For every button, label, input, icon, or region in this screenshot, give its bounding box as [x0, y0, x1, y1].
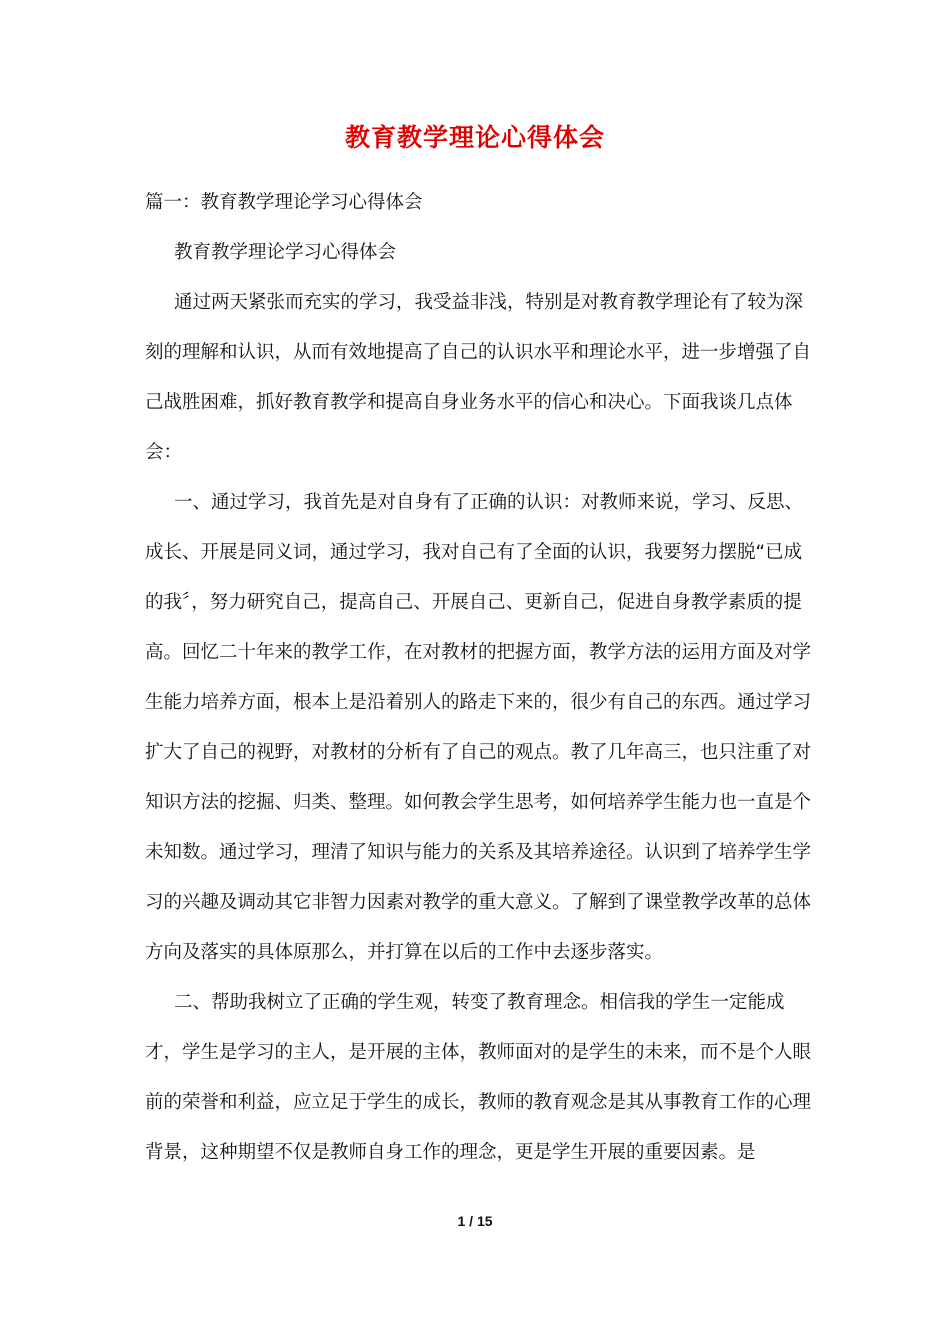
paragraph: 二、帮助我树立了正确的学生观，转变了教育理念。相信我的学生一定能成才，学生是学习的主人，是开展的主体，教师面对的是学生的未来，而不是个人眼前的荣誉和利益，应立足于学生的成长，教师的教育观念是其从事教育工作的心理背景，这种期望不仅是教师自身工作的理念，更是学生开展的重要因素。是 — [145, 992, 812, 1163]
page-number: 1 / 15 — [457, 1213, 493, 1229]
document-title: 教育教学理论心得体会 — [344, 123, 605, 152]
subheading: 教育教学理论学习心得体会 — [174, 242, 397, 263]
document-body — [145, 178, 817, 1178]
paragraph: 通过两天紧张而充实的学习，我受益非浅，特别是对教育教学理论有了较为深刻的理解和认识，从而有效地提高了自己的认识水平和理论水平，进一步增强了自己战胜困难，抓好教育教学和提高自身业务水平的信心和决心。下面我谈几点体会： — [145, 292, 812, 463]
paragraph: 一、通过学习，我首先是对自身有了正确的认识：对教师来说，学习、反思、成长、开展是同义词，通过学习，我对自己有了全面的认识，我要努力摆脱“已成的我〞，努力研究自己，提高自己、开展自己、更新自己，促进自身教学素质的提高。回忆二十年来的教学工作，在对教材的把握方面，教学方法的运用方面及对学生能力培养方面，根本上是沿着别人的路走下来的，很少有自己的东西。通过学习扩大了自己的视野，对教材的分析有了自己的观点。教了几年高三，也只注重了对知识方法的挖掘、归类、整理。如何教会学生思考，如何培养学生能力也一直是个未知数。通过学习，理清了知识与能力的关系及其培养途径。认识到了培养学生学习的兴趣及调动其它非智力因素对教学的重大意义。了解到了课堂教学改革的总体方向及落实的具体原那么，并打算在以后的工作中去逐步落实。 — [145, 492, 812, 963]
section-heading: 篇一：教育教学理论学习心得体会 — [145, 192, 423, 213]
